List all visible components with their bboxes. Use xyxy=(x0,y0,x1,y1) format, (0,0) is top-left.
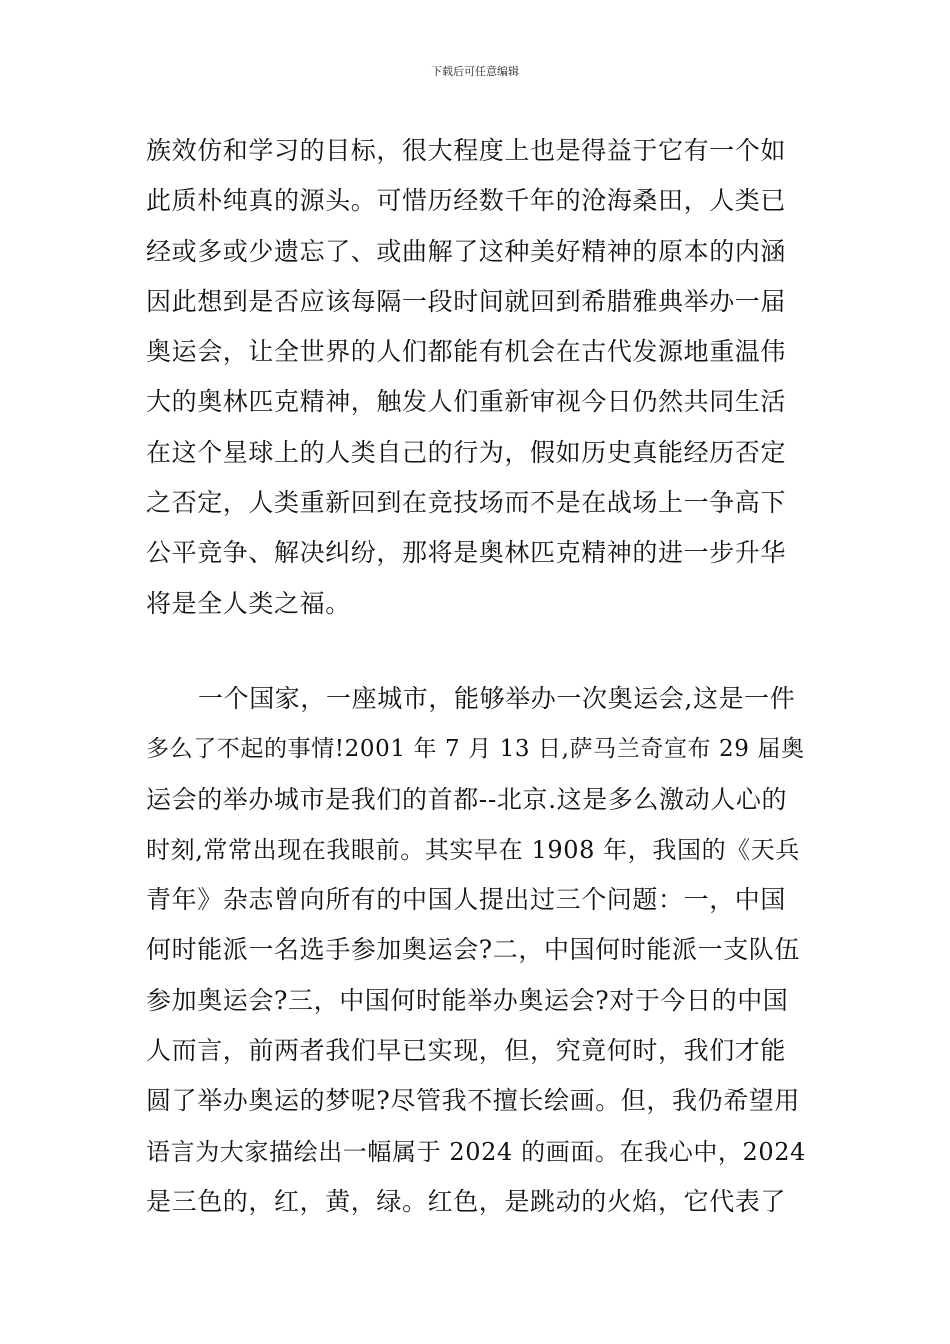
text-line: 人而言，前两者我们早已实现，但，究竟何时，我们才能 xyxy=(146,1036,787,1066)
text-line: 一个国家，一座城市，能够举办一次奥运会,这是一件 xyxy=(198,684,796,713)
text-line: 此质朴纯真的源头。可惜历经数千年的沧海桑田，人类已 xyxy=(146,186,787,216)
text-line: 何时能派一名选手参加奥运会?二，中国何时能派一支队伍 xyxy=(146,935,801,965)
text-line: 因此想到是否应该每隔一段时间就回到希腊雅典举办一届 xyxy=(146,286,787,316)
text-line: 在这个星球上的人类自己的行为，假如历史真能经历否定 xyxy=(146,437,787,467)
paragraph-1 xyxy=(146,126,806,629)
text-line: 多么了不起的事情!2001 年 7 月 13 日,萨马兰奇宣布 29 届奥 xyxy=(146,736,805,763)
text-line: 将是全人类之福。 xyxy=(146,588,351,618)
text-line: 奥运会，让全世界的人们都能有机会在古代发源地重温伟 xyxy=(146,337,787,367)
page-header: 下载后可任意编辑 xyxy=(431,65,519,78)
text-line: 族效仿和学习的目标，很大程度上也是得益于它有一个如 xyxy=(146,136,787,165)
text-line: 时刻,常常出现在我眼前。其实早在 1908 年，我国的《天兵 xyxy=(146,835,800,864)
text-line: 之否定，人类重新回到在竞技场而不是在战场上一争高下 xyxy=(146,488,787,518)
text-line: 经或多或少遗忘了、或曲解了这种美好精神的原本的内涵 xyxy=(146,236,787,266)
text-line: 是三色的，红，黄，绿。红色，是跳动的火焰，它代表了 xyxy=(146,1186,787,1216)
text-line: 青年》杂志曾向所有的中国人提出过三个问题：一，中国 xyxy=(146,885,787,915)
text-line: 参加奥运会?三，中国何时能举办奥运会?对于今日的中国 xyxy=(146,985,789,1015)
text-line: 大的奥林匹克精神，触发人们重新审视今日仍然共同生活 xyxy=(146,387,787,417)
text-line: 运会的举办城市是我们的首都--北京.这是多么激动人心的 xyxy=(146,784,788,814)
paragraph-2 xyxy=(146,674,806,1227)
text-line: 语言为大家描绘出一幅属于 2024 的画面。在我心中，2024 xyxy=(146,1137,807,1166)
text-line: 圆了举办奥运的梦呢?尽管我不擅长绘画。但，我仍希望用 xyxy=(146,1086,801,1116)
text-line: 公平竞争、解决纠纷，那将是奥林匹克精神的进一步升华 xyxy=(146,538,787,568)
